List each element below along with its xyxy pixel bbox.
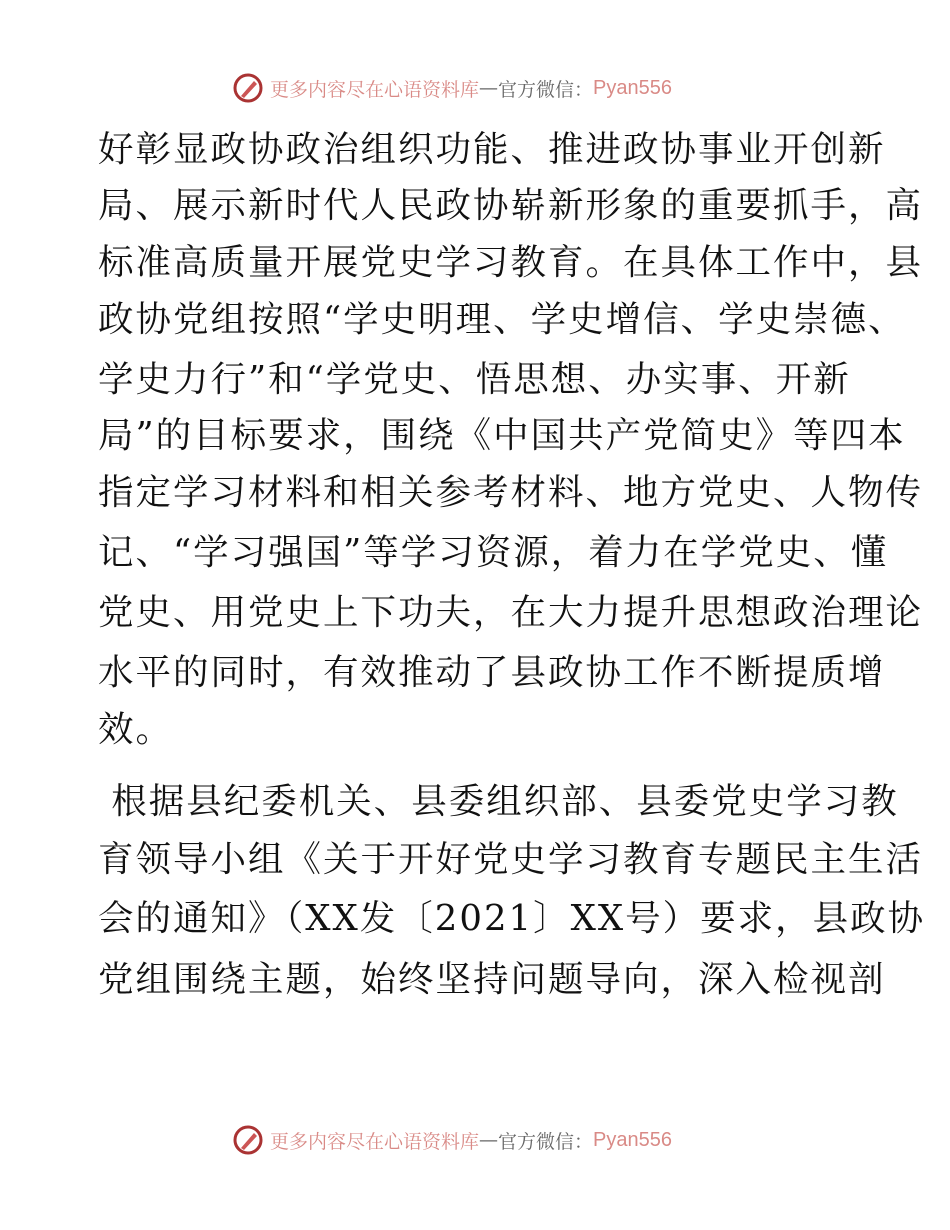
watermark-wechat-id: Pyan556 xyxy=(593,1128,672,1151)
text-line: 局、展示新时代人民政协崭新形象的重要抓手，高 xyxy=(98,185,924,226)
text-line: 党组围绕主题，始终坚持问题导向，深入检视剖 xyxy=(98,959,886,1000)
text-line: 根据县纪委机关、县委组织部、县委党史学习教 xyxy=(98,781,899,822)
text-line: 指定学习材料和相关参考材料、地方党史、人物传 xyxy=(98,472,924,513)
text-line: 局”的目标要求，围绕《中国共产党简史》等四本 xyxy=(98,415,906,456)
pen-logo-icon xyxy=(232,72,264,104)
text-line: 记、“学习强国”等学习资源，着力在学党史、懂 xyxy=(98,532,889,573)
watermark-wechat-id: Pyan556 xyxy=(593,76,672,99)
footer-watermark xyxy=(232,1124,672,1156)
text-line: 效。 xyxy=(98,709,174,750)
text-line: 标准高质量开展党史学习教育。在具体工作中，县 xyxy=(98,242,924,283)
watermark-wechat-label: 官方微信： xyxy=(498,78,594,101)
text-line: 水平的同时，有效推动了县政协工作不断提质增 xyxy=(98,652,886,693)
text-line: 学史力行”和“学党史、悟思想、办实事、开新 xyxy=(98,359,851,400)
watermark-wechat-label: 官方微信： xyxy=(498,1130,594,1153)
watermark-site: 更多内容尽在心语资料库 xyxy=(270,1130,480,1153)
text-line: 党史、用党史上下功夫，在大力提升思想政治理论 xyxy=(98,592,924,633)
text-line: 好彰显政协政治组织功能、推进政协事业开创新 xyxy=(98,129,886,170)
pen-logo-icon xyxy=(232,1124,264,1156)
watermark-dash: — xyxy=(479,77,499,99)
watermark-dash: — xyxy=(479,1129,499,1151)
text-line: 育领导小组《关于开好党史学习教育专题民主生活 xyxy=(98,839,924,880)
text-line: 政协党组按照“学史明理、学史增信、学史崇德、 xyxy=(98,299,906,340)
watermark-site: 更多内容尽在心语资料库 xyxy=(270,78,480,101)
text-line: 会的通知》（XX发〔2021〕XX号）要求，县政协 xyxy=(98,898,926,939)
header-watermark xyxy=(232,72,672,104)
